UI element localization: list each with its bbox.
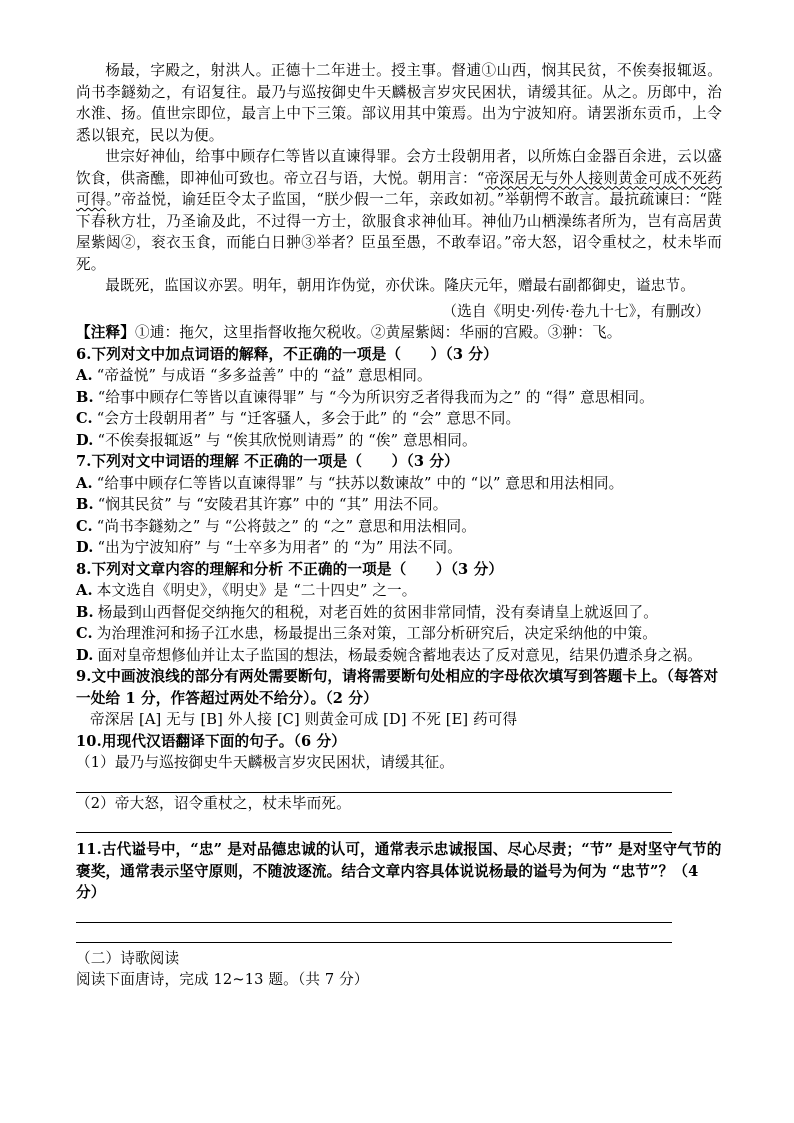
annotation-label: 【注释】: [76, 324, 135, 341]
passage-source: （选自《明史·列传·卷九十七》，有删改）: [442, 302, 710, 320]
option-text: 本文选自《明史》，《明史》是 “二十四史” 之一。: [96, 582, 417, 599]
option-letter: C.: [76, 625, 93, 642]
passage-paragraph-2-start: 世宗好神仙，给事中顾存仁等皆以直谏得罪。会方士段朝用者，以所炼白金器百余进，云以盛饮食，供斋醮，即神仙可致也。帝立召与语，大悦。朝用言：“: [76, 148, 722, 187]
option-letter: D.: [76, 646, 94, 664]
question-7-option-d[interactable]: [76, 537, 722, 559]
question-6-option-a[interactable]: [76, 365, 722, 387]
question-8-option-a[interactable]: [76, 580, 722, 602]
option-text: “不俟奏报辄返” 与 “俟其欣悦则请焉” 的 “俟” 意思相同。: [97, 431, 477, 449]
option-text: “悯其民贫” 与 “安陵君其许寡” 中的 “其” 用法不同。: [97, 496, 448, 513]
option-text: “给事中顾存仁等皆以直谏得罪” 与 “今为所识穷乏者得我而为之” 的 “得” 意思相同。: [97, 388, 654, 406]
option-text: “会方士段朝用者” 与 “迁客骚人，多会于此” 的 “会” 意思不同。: [96, 410, 521, 427]
answer-line[interactable]: [76, 942, 672, 943]
option-text: “给事中顾存仁等皆以直谏得罪” 与 “扶苏以数谏故” 中的 “以” 意思和用法相同。: [96, 474, 624, 492]
question-6-option-d[interactable]: [76, 430, 722, 452]
question-9-stem: 9.文中画波浪线的部分有两处需要断句，请将需要断句处相应的字母依次填写到答题卡上。（每答对一处给 1 分，作答超过两处不给分）。（2 分）: [76, 668, 719, 707]
option-letter: A.: [76, 474, 93, 492]
option-text: “尚书李鐩劾之” 与 “公将鼓之” 的 “之” 意思和用法相同。: [96, 517, 476, 535]
option-letter: C.: [76, 410, 93, 427]
section-2-intro: 阅读下面唐诗，完成 12~13 题。（共 7 分）: [76, 971, 369, 988]
question-8-option-c[interactable]: [76, 623, 722, 645]
annotation: [76, 322, 722, 344]
answer-line[interactable]: [76, 832, 672, 833]
question-6-option-c[interactable]: [76, 408, 722, 430]
option-text: “出为宁波知府” 与 “士卒多为用者” 的 “为” 用法不同。: [97, 539, 463, 556]
question-9-segments: 帝深居 [A] 无与 [B] 外人接 [C] 则黄金可成 [D] 不死 [E] 药可得: [90, 711, 518, 728]
question-7-option-a[interactable]: [76, 473, 722, 495]
question-7-stem: 7.下列对文中词语的理解 不正确的一项是（ ）（3 分）: [76, 453, 459, 470]
option-text: 面对皇帝想修仙并让太子监国的想法，杨最委婉含蓄地表达了反对意见，结果仍遭杀身之祸。: [97, 646, 703, 664]
option-letter: B.: [76, 603, 94, 621]
question-10-stem: 10.用现代汉语翻译下面的句子。（6 分）: [76, 732, 346, 750]
option-letter: A.: [76, 582, 93, 599]
option-letter: D.: [76, 431, 94, 449]
exam-page: [76, 60, 722, 991]
annotation-text: ①逋：拖欠，这里指督收拖欠税收。②黄屋紫闼：华丽的宫殿。③翀：飞。: [134, 324, 622, 341]
option-letter: C.: [76, 517, 93, 535]
option-text: 为治理淮河和扬子江水患，杨最提出三条对策，工部分析研究后，决定采纳他的中策。: [96, 625, 658, 642]
option-text: “帝益悦” 与成语 “多多益善” 中的 “益” 意思相同。: [96, 367, 432, 384]
wavy-underlined-sentence: 帝深居无与外人接则黄金可成不死药可得: [76, 169, 722, 208]
question-8-stem: 8.下列对文章内容的理解和分析 不正确的一项是（ ）（3 分）: [76, 560, 504, 578]
passage-paragraph-2-end: 。”帝益悦，谕廷臣令太子监国，“朕少假一二年，亲政如初。”举朝愕不敢言。最抗疏谏曰：“陛下春秋方壮，乃圣谕及此，不过得一方士，欲服食求神仙耳。神仙乃山栖澡练者所为，岂有高居黄屋紫闼②，衮衣玉食，而能白日翀③举者？臣虽至愚，不敢奉诏。”帝大怒，诏令重杖之，杖未毕而死。: [76, 191, 722, 273]
passage-paragraph-1: 杨最，字殿之，射洪人。正德十二年进士。授主事。督逋①山西，悯其民贫，不俟奏报辄返。尚书李鐩劾之，有诏复往。最乃与巡按御史牛天麟极言岁灾民困状，请缓其征。从之。历郎中，治水淮、扬。值世宗即位，最言上中下三策。部议用其中策焉。出为宁波知府。请罢浙东贡币，上令悉以银充，民以为便。: [76, 62, 722, 144]
question-8-option-d[interactable]: [76, 645, 722, 667]
option-letter: B.: [76, 388, 94, 406]
question-8-option-b[interactable]: [76, 602, 722, 624]
question-7-option-b[interactable]: [76, 494, 722, 516]
passage-paragraph-3: 最既死，监国议亦罢。明年，朝用诈伪觉，亦伏诛。隆庆元年，赠最右副都御史，谥忠节。: [105, 277, 695, 294]
question-6-stem: 6.下列对文中加点词语的解释，不正确的一项是（ ）（3 分）: [76, 345, 498, 363]
passage-paragraph-2: [76, 146, 722, 275]
option-text: 杨最到山西督促交纳拖欠的租税，对老百姓的贫困非常同情，没有奏请皇上就返回了。: [97, 603, 658, 621]
option-letter: D.: [76, 539, 94, 556]
question-6-option-b[interactable]: [76, 387, 722, 409]
section-2-heading: （二）诗歌阅读: [76, 949, 180, 967]
question-10-sentence-2: （2）帝大怒，诏令重杖之，杖未毕而死。: [76, 794, 351, 812]
question-7-option-c[interactable]: [76, 516, 722, 538]
question-11-stem: 11.古代谥号中，“忠” 是对品德忠诚的认可，通常表示忠诚报国、尽心尽责；“节” 是对坚守气节的褒奖，通常表示坚守原则，不随波逐流。结合文章内容具体说说杨最的谥号为何为 “忠节”？（4 分）: [76, 841, 722, 901]
option-letter: A.: [76, 367, 93, 384]
option-letter: B.: [76, 496, 94, 513]
question-10-sentence-1: （1）最乃与巡按御史牛天麟极言岁灾民困状，请缓其征。: [76, 754, 455, 771]
